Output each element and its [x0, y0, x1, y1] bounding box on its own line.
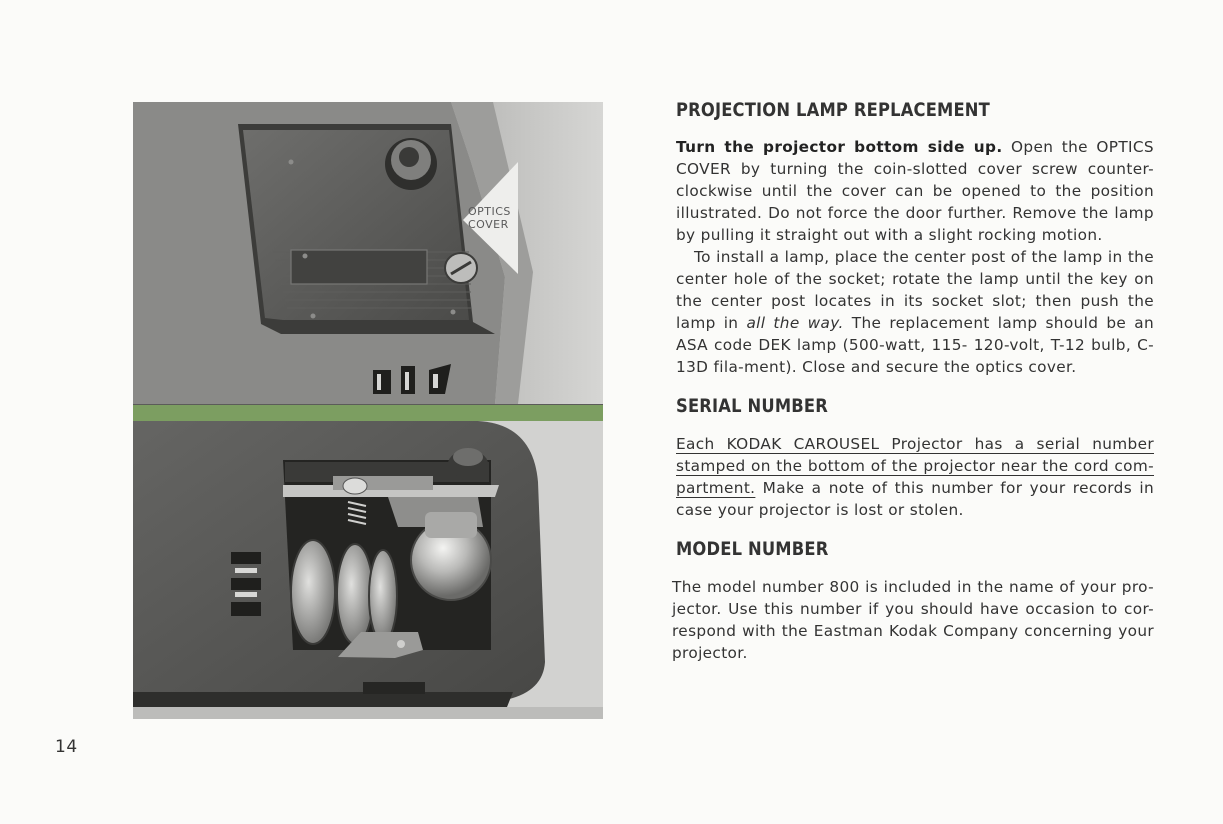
projection-lamp-p2-end: The replacement lamp should be an ASA code DEK lamp (500-watt, 115- 120-volt, T-12 bulb, C-13D fila-ment). Close and secure the optics cover. — [676, 314, 1155, 376]
projection-lamp-p2-start: To install a lamp, place the center post of the lamp in the center hole of the socket; rotate the lamp until the key on the center post locates in its socket slot; then push the lamp in — [676, 248, 1154, 332]
model-number-heading: MODEL NUMBER — [676, 538, 829, 560]
instructions-column — [672, 96, 1155, 664]
model-number-paragraph: The model number 800 is included in the name of your pro-jector. Use this number if you should have occasion to cor-respond with the Eastman Kodak Company concerning your projector. — [672, 578, 1154, 662]
projection-lamp-p1-text: Open the OPTICS COVER by turning the coin-slotted cover screw counter-clockwise until the cover can be opened to the position illustrated. Do not force the door further. Remove the lamp by pulling it straight out with a slight rocking motion. — [676, 138, 1154, 244]
serial-number-rest-text: Make a note of this number for your records in case your projector is lost or stolen. — [676, 479, 1154, 519]
optics-cover-callout — [468, 205, 511, 231]
serial-number-heading: SERIAL NUMBER — [676, 395, 828, 417]
projection-lamp-paragraph-1 — [676, 136, 1154, 246]
page-number: 14 — [55, 737, 78, 757]
projection-lamp-bold-lead: Turn the projector bottom side up. — [676, 138, 1003, 156]
projector-photo — [133, 102, 603, 719]
projector-illustration — [133, 102, 603, 719]
serial-number-paragraph — [676, 433, 1154, 521]
projection-lamp-paragraph-2 — [676, 246, 1154, 378]
callout-line-1: OPTICS — [468, 205, 511, 218]
callout-line-2: COVER — [468, 218, 509, 231]
projection-lamp-heading: PROJECTION LAMP REPLACEMENT — [676, 99, 990, 121]
projection-lamp-p2-italic: all the way. — [746, 314, 844, 332]
serial-number-underlined-text: Each KODAK CAROUSEL Projector has a serial number stamped on the bottom of the projector near the cord com-partment. — [676, 435, 1154, 497]
